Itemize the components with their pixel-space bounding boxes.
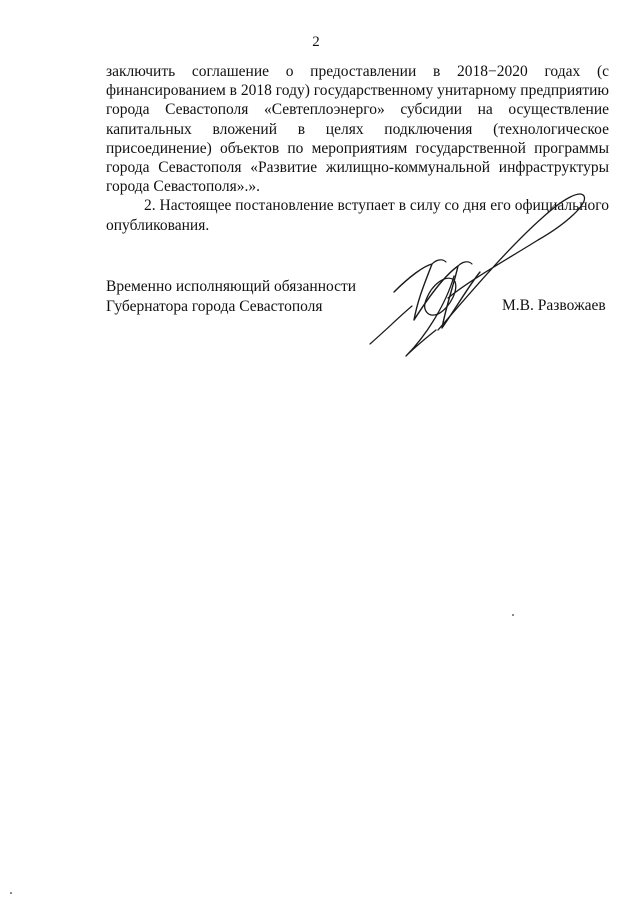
signature-stroke-descender bbox=[406, 276, 454, 356]
signature-stroke-loop bbox=[438, 194, 584, 330]
paragraph-entry-into-force: 2. Настоящее постановление вступает в силу со дня его официального опубликования. bbox=[106, 197, 609, 234]
scan-speck bbox=[512, 614, 514, 616]
signatory-title-line-1: Временно исполняющий обязанности bbox=[106, 278, 357, 295]
signatory-title-line-2: Губернатора города Севастополя bbox=[106, 297, 323, 315]
paragraph-subsidy-agreement: заключить соглашение о предоставлении в 2018−2020 годах (с финансированием в 2018 году) государственному унитарному предприятию города Севастополя «Севтеплоэнерго» субсидии на осуществление капитальных вложений в целях подключения (технологическое присоединение) объектов по мероприятиям государственной программы города Севастополя «Развитие жилищно-коммунальной инфраструктуры города Севастополя».». bbox=[106, 63, 609, 196]
handwritten-signature bbox=[366, 180, 606, 370]
signature-stroke-tail bbox=[370, 306, 412, 344]
signatory-name: М.В. Развожаев bbox=[502, 297, 606, 314]
signature-stroke-hook bbox=[432, 260, 472, 266]
scan-speck bbox=[10, 892, 12, 894]
page-number: 2 bbox=[312, 34, 320, 50]
signatory-title bbox=[106, 277, 356, 316]
